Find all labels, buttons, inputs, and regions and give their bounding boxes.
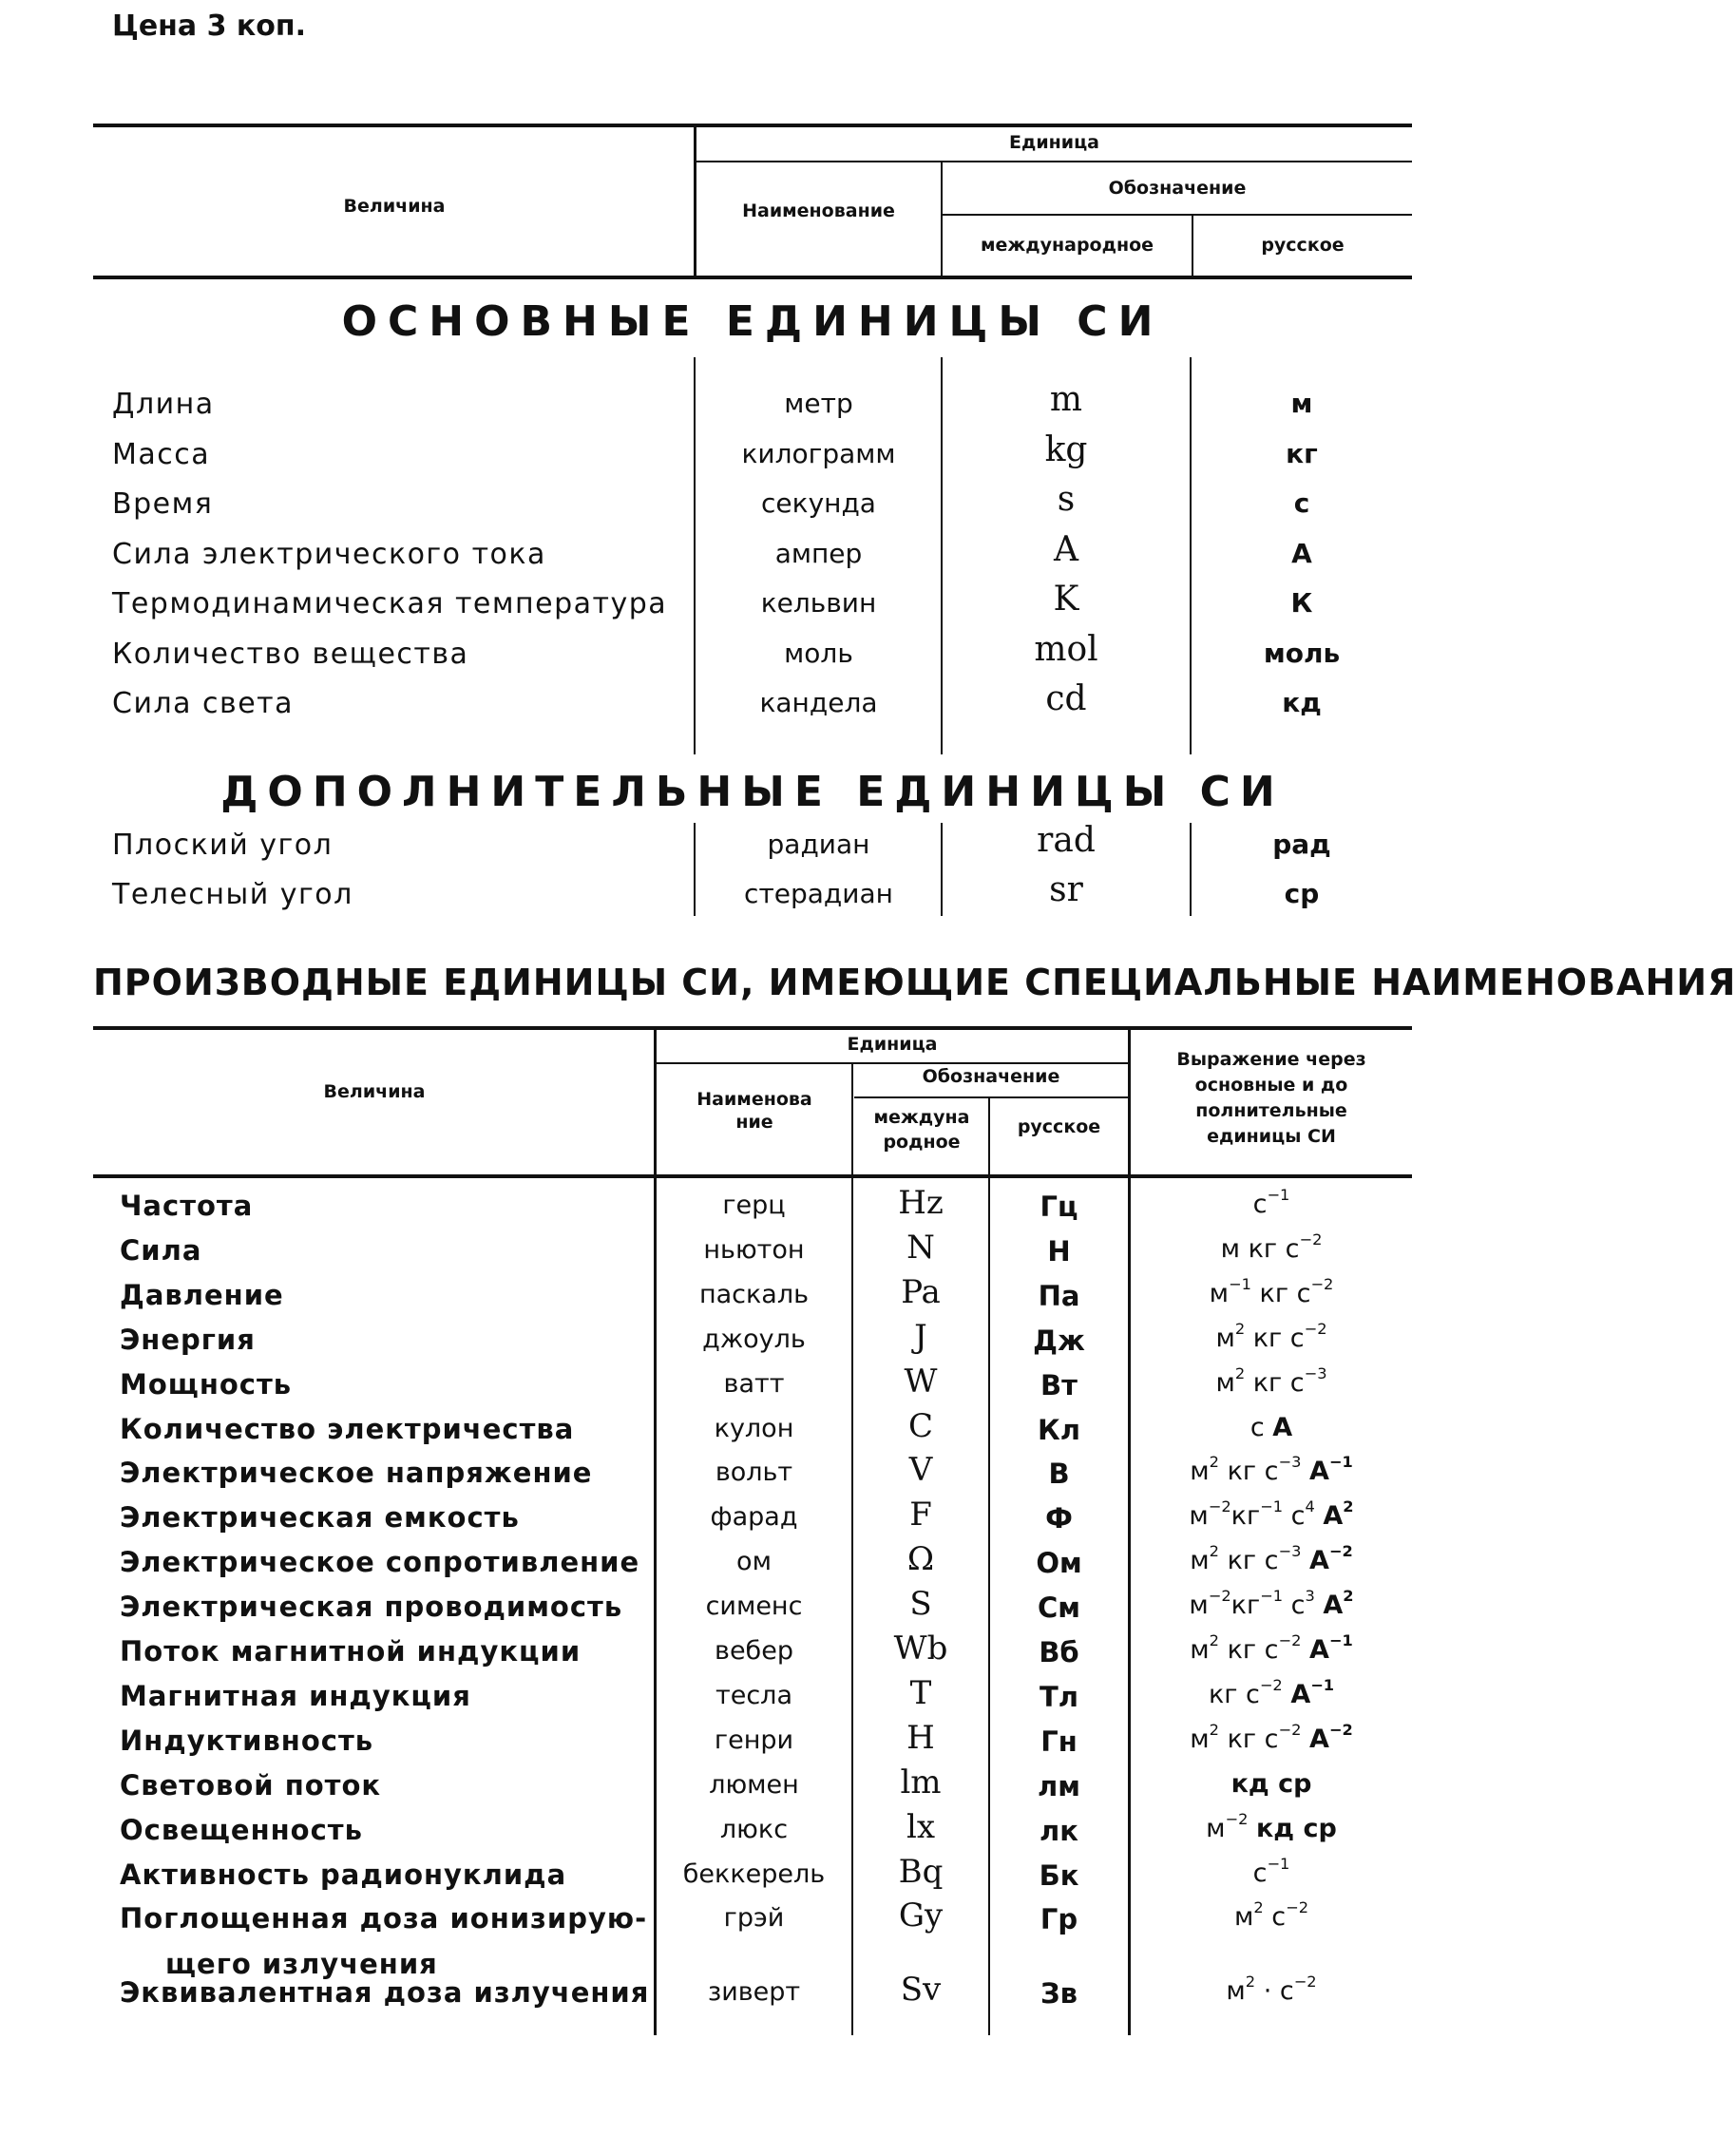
russian-symbol-cell: лк (1040, 1814, 1078, 1847)
quantity-cell: Электрическая проводимость (120, 1591, 623, 1624)
intl-symbol-cell: Ω (906, 1540, 935, 1579)
si-expression-cell: $м^2$ кг $с^{-2}$ $А^{-2}$ (1190, 1720, 1353, 1754)
t2-header-international: междуна родное (873, 1107, 970, 1153)
table2-hline-unit (656, 1062, 1130, 1064)
intl-symbol-cell: W (904, 1362, 938, 1401)
intl-symbol-cell: Sv (900, 1970, 942, 2009)
intl-symbol-cell: cd (1045, 679, 1087, 718)
si-expression-cell: $м^2$ кг $с^{-2}$ (1215, 1319, 1327, 1353)
russian-symbol-cell: моль (1263, 637, 1341, 669)
unit-name-cell: ом (736, 1547, 772, 1577)
table2-hline-desig (854, 1096, 1130, 1098)
russian-symbol-cell: кд (1282, 687, 1322, 718)
t1-header-designation: Обозначение (1108, 178, 1247, 199)
t1-header-russian: русское (1261, 235, 1345, 256)
table1-top-rule (93, 124, 1412, 127)
russian-symbol-cell: Вб (1039, 1636, 1079, 1668)
table2-top-rule (93, 1026, 1412, 1030)
russian-symbol-cell: Н (1047, 1234, 1071, 1268)
russian-symbol-cell: Ф (1045, 1502, 1073, 1535)
si-expression-cell: $м^2$ кг $с^{-3}$ (1215, 1363, 1327, 1398)
si-expression-cell: $м^2$ кг $с^{-2}$ $А^{-1}$ (1190, 1631, 1353, 1665)
quantity-cell: Мощность (120, 1367, 293, 1401)
quantity-cell: Плоский угол (112, 829, 334, 862)
price-label: Цена 3 коп. (112, 10, 307, 43)
russian-symbol-cell: Бк (1039, 1859, 1079, 1892)
intl-symbol-cell: Pa (901, 1272, 941, 1311)
russian-symbol-cell: Гн (1040, 1725, 1078, 1758)
si-expression-cell: $с^{-1}$ (1252, 1854, 1290, 1888)
unit-name-cell: стерадиан (744, 878, 893, 909)
russian-symbol-cell: Дж (1033, 1324, 1085, 1357)
t2-header-unit: Единица (847, 1034, 938, 1055)
quantity-cell-continued: щего излучения (165, 1948, 438, 1981)
si-expression-cell: кд ср (1230, 1768, 1312, 1799)
russian-symbol-cell: лм (1038, 1769, 1080, 1802)
intl-symbol-cell: lm (900, 1763, 942, 1801)
russian-symbol-cell: кг (1286, 437, 1318, 469)
unit-name-cell: зиверт (707, 1976, 801, 2007)
quantity-cell: Длина (112, 388, 215, 421)
quantity-cell: Индуктивность (120, 1724, 374, 1757)
si-expression-cell: $м^2$ кг $с^{-3}$ $А^{-2}$ (1190, 1542, 1353, 1576)
quantity-cell: Время (112, 487, 214, 521)
intl-symbol-cell: Bq (898, 1852, 944, 1891)
quantity-cell: Поглощенная доза ионизирую- (120, 1902, 648, 1935)
unit-name-cell: беккерель (682, 1859, 826, 1889)
intl-symbol-cell: S (909, 1585, 932, 1624)
unit-name-cell: паскаль (698, 1279, 810, 1309)
unit-name-cell: люмен (709, 1769, 799, 1800)
unit-name-cell: ватт (723, 1368, 785, 1399)
intl-symbol-cell: N (906, 1228, 935, 1267)
quantity-cell: Сила (120, 1233, 202, 1267)
si-expression-cell: м кг $с^{-2}$ (1220, 1229, 1323, 1264)
si-expression-cell: $м^{-1}$ кг $с^{-2}$ (1209, 1274, 1334, 1308)
quantity-cell: Энергия (120, 1323, 256, 1356)
si-expression-cell: $м^2 \cdot с^{-2}$ (1226, 1972, 1317, 2006)
intl-symbol-cell: K (1053, 580, 1079, 619)
russian-symbol-cell: А (1291, 537, 1312, 569)
t2-header-designation: Обозначение (922, 1066, 1060, 1087)
quantity-cell: Давление (120, 1278, 284, 1311)
unit-name-cell: метр (784, 388, 853, 419)
unit-name-cell: джоуль (702, 1324, 806, 1354)
intl-symbol-cell: kg (1044, 429, 1088, 469)
intl-symbol-cell: H (906, 1718, 935, 1757)
derived-section-title: ПРОИЗВОДНЫЕ ЕДИНИЦЫ СИ, ИМЕЮЩИЕ СПЕЦИАЛЬНЫЕ НАИМЕНОВАНИЯ (93, 962, 1736, 1003)
intl-symbol-cell: Hz (898, 1184, 944, 1222)
quantity-cell: Сила электрического тока (112, 537, 546, 571)
russian-symbol-cell: См (1038, 1592, 1080, 1625)
unit-name-cell: ампер (774, 537, 863, 569)
si-expression-cell: $м^2$ $с^{-2}$ (1234, 1898, 1308, 1933)
russian-symbol-cell: Вт (1040, 1368, 1078, 1401)
unit-name-cell: секунда (761, 487, 876, 519)
table2-header-bottom-rule (93, 1174, 1412, 1178)
unit-name-cell: кандела (759, 687, 878, 718)
quantity-cell: Масса (112, 437, 211, 471)
t1-header-unit: Единица (1009, 132, 1099, 153)
russian-symbol-cell: Гр (1040, 1903, 1078, 1936)
unit-name-cell: сименс (705, 1592, 803, 1622)
quantity-cell: Поток магнитной индукции (120, 1635, 582, 1668)
intl-symbol-cell: mol (1034, 629, 1098, 669)
intl-symbol-cell: F (909, 1496, 932, 1534)
si-expression-cell: кг $с^{-2}$ $А^{-1}$ (1208, 1675, 1335, 1709)
quantity-cell: Электрическое напряжение (120, 1457, 593, 1490)
quantity-cell: Электрическая емкость (120, 1501, 520, 1534)
russian-symbol-cell: Па (1038, 1279, 1080, 1312)
quantity-cell: Эквивалентная доза излучения (120, 1975, 650, 2009)
russian-symbol-cell: К (1290, 587, 1313, 619)
si-expression-cell: с А (1250, 1412, 1293, 1442)
intl-symbol-cell: V (908, 1451, 933, 1490)
quantity-cell: Световой поток (120, 1768, 382, 1801)
quantity-cell: Электрическое сопротивление (120, 1546, 640, 1579)
intl-symbol-cell: s (1057, 480, 1076, 519)
t2-header-russian: русское (1017, 1116, 1101, 1137)
unit-name-cell: тесла (715, 1680, 792, 1710)
unit-name-cell: вольт (715, 1458, 793, 1488)
quantity-cell: Количество электричества (120, 1412, 575, 1445)
si-expression-cell: $м^2$ кг $с^{-3}$ $А^{-1}$ (1190, 1453, 1353, 1487)
quantity-cell: Телесный угол (112, 878, 353, 911)
supp-vline-1 (694, 823, 696, 916)
russian-symbol-cell: Кл (1038, 1413, 1080, 1446)
table1-bottom-rule (93, 276, 1412, 279)
russian-symbol-cell: Тл (1039, 1680, 1079, 1713)
base-section-title: ОСНОВНЫЕ ЕДИНИЦЫ СИ (341, 297, 1164, 346)
intl-symbol-cell: rad (1037, 821, 1096, 860)
unit-name-cell: ньютон (703, 1234, 805, 1265)
quantity-cell: Количество вещества (112, 637, 469, 671)
intl-symbol-cell: A (1054, 529, 1078, 569)
russian-symbol-cell: Ом (1036, 1547, 1082, 1580)
si-expression-cell: $м^{-2}кг^{-1}$ $с^4$ $А^2$ (1189, 1497, 1354, 1532)
t1-header-name: Наименование (742, 200, 895, 221)
russian-symbol-cell: с (1293, 487, 1310, 519)
unit-name-cell: герц (722, 1191, 786, 1220)
unit-name-cell: радиан (767, 829, 870, 860)
base-vline-1 (694, 357, 696, 754)
t1-header-international: международное (980, 235, 1154, 256)
intl-symbol-cell: sr (1049, 870, 1083, 909)
russian-symbol-cell: рад (1272, 829, 1331, 860)
intl-symbol-cell: Gy (898, 1897, 944, 1935)
supp-section-title: ДОПОЛНИТЕЛЬНЫЕ ЕДИНИЦЫ СИ (220, 768, 1285, 816)
quantity-cell: Освещенность (120, 1813, 363, 1846)
intl-symbol-cell: m (1049, 380, 1083, 419)
russian-symbol-cell: Зв (1040, 1976, 1078, 2010)
intl-symbol-cell: Wb (893, 1630, 948, 1668)
t2-header-quantity: Величина (323, 1081, 426, 1102)
russian-symbol-cell: ср (1284, 878, 1320, 909)
russian-symbol-cell: Гц (1040, 1191, 1078, 1223)
quantity-cell: Термодинамическая температура (112, 587, 668, 620)
intl-symbol-cell: T (909, 1673, 932, 1712)
t2-header-name: Наименова ние (696, 1089, 812, 1133)
si-expression-cell: $м^{-2}кг^{-1}$ $с^3$ $А^2$ (1189, 1587, 1354, 1621)
intl-symbol-cell: C (907, 1406, 933, 1445)
russian-symbol-cell: В (1048, 1458, 1070, 1491)
t2-header-expression: Выражение через основные и до полнительные единицы СИ (1176, 1049, 1366, 1147)
unit-name-cell: кельвин (760, 587, 877, 619)
si-expression-cell: $м^{-2}$ кд ср (1206, 1809, 1337, 1843)
unit-name-cell: килограмм (741, 437, 896, 469)
unit-name-cell: генри (714, 1725, 794, 1755)
quantity-cell: Магнитная индукция (120, 1679, 471, 1712)
t1-header-quantity: Величина (343, 196, 446, 217)
unit-name-cell: вебер (715, 1636, 793, 1666)
unit-name-cell: моль (784, 637, 853, 669)
quantity-cell: Частота (120, 1190, 254, 1222)
russian-symbol-cell: м (1290, 388, 1313, 419)
intl-symbol-cell: J (914, 1317, 927, 1356)
intl-symbol-cell: lx (906, 1807, 936, 1846)
unit-name-cell: кулон (714, 1413, 794, 1443)
unit-name-cell: фарад (710, 1502, 798, 1533)
quantity-cell: Сила света (112, 687, 295, 720)
si-expression-cell: $с^{-1}$ (1252, 1186, 1290, 1219)
table1-hline-unit (696, 161, 1412, 162)
unit-name-cell: грэй (723, 1903, 785, 1934)
quantity-cell: Активность радионуклида (120, 1858, 567, 1891)
table1-hline-desig (942, 214, 1412, 216)
unit-name-cell: люкс (719, 1814, 789, 1844)
